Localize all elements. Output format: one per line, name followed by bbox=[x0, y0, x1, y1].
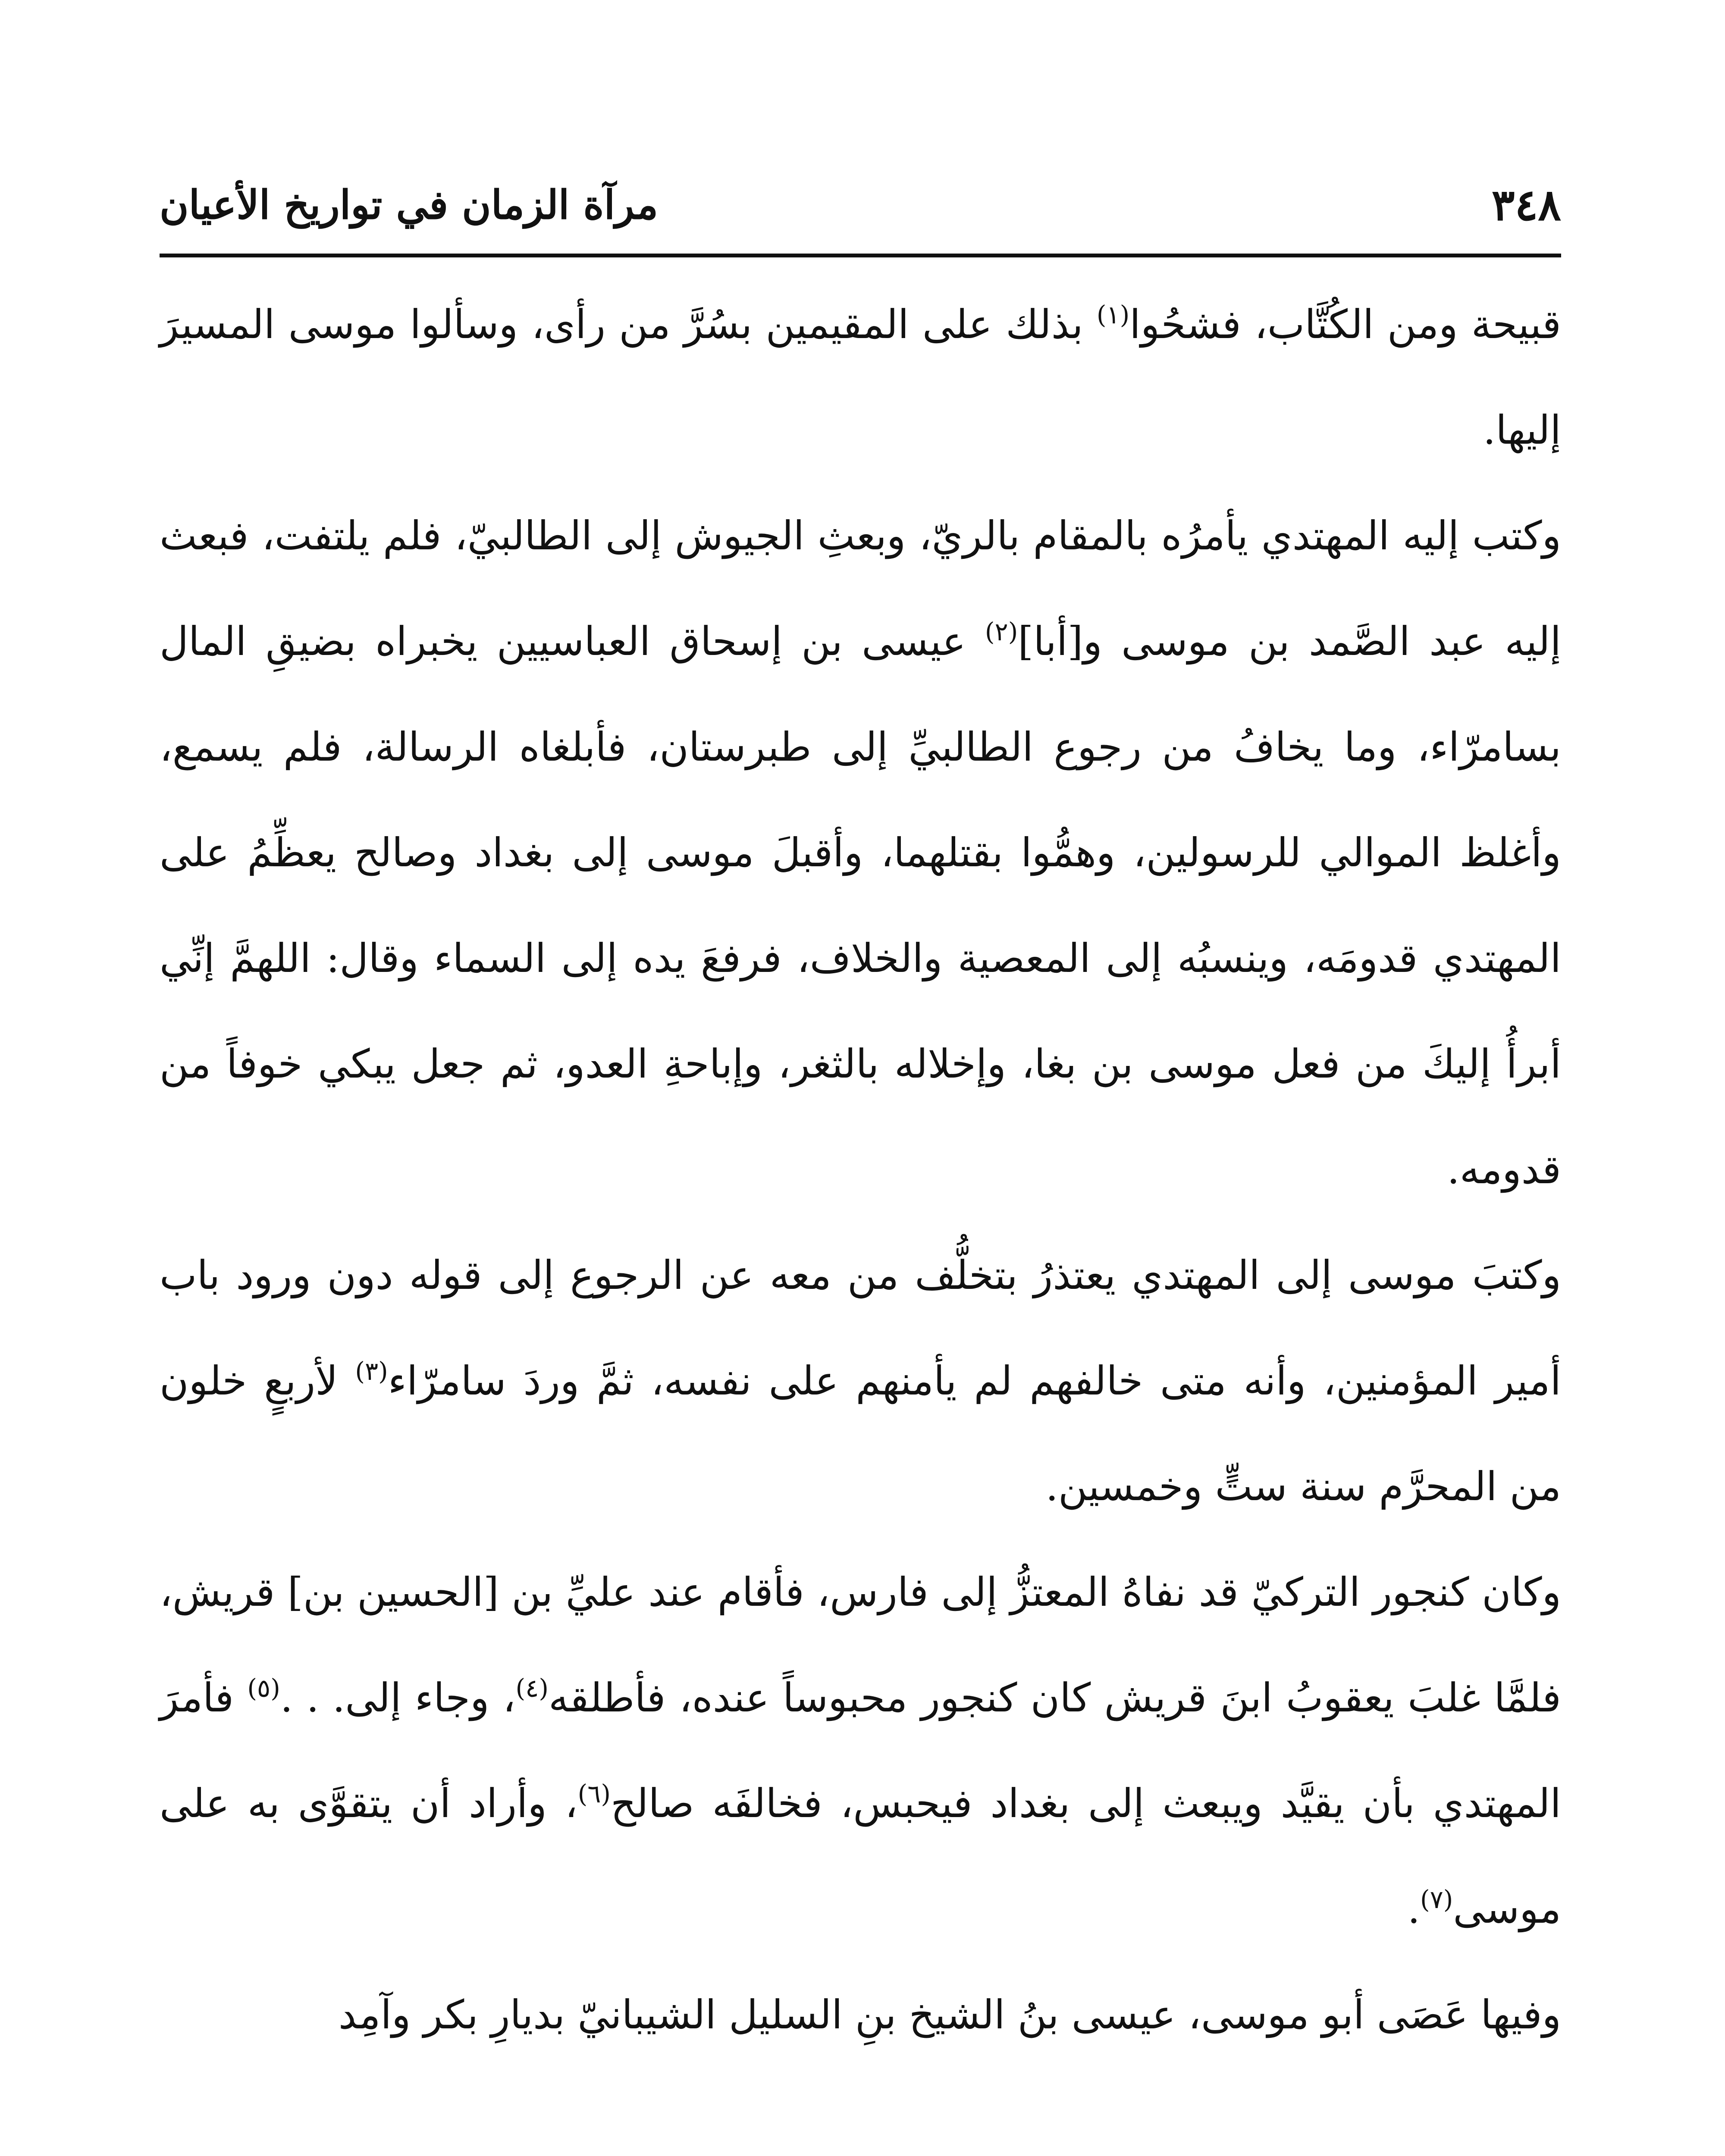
footnote-ref-1: (١) bbox=[1096, 300, 1130, 329]
paragraph-4 bbox=[160, 1539, 1561, 1962]
text-run: وكان كنجور التركيّ قد نفاهُ المعتزُّ إلى فارس، فأقام عند عليِّ بن [الحسين بن] قريش، فلمَّا غلبَ يعقوبُ ابنَ قريش كان كنجور محبوساً عنده، فأطلقه bbox=[160, 1569, 1561, 1721]
paragraph-5 bbox=[160, 1962, 1561, 2068]
text-run: ، وجاء إلى. . . bbox=[280, 1675, 516, 1721]
text-run: عيسى بن إسحاق العباسيين يخبراه بضيقِ المال بسامرّاء، وما يخافُ من رجوع الطالبيِّ إلى طبرستان، فأبلغاه الرسالة، فلم يسمع، وأغلظ الموالي للرسولين، وهمُّوا بقتلهما، وأقبلَ موسى إلى بغداد وصالح يعظِّمُ على المهتدي قدومَه، وينسبُه إلى المعصية والخلاف، فرفعَ يده إلى السماء وقال: اللهمَّ إنِّي أبرأُ إليكَ من فعل موسى بن بغا، وإخلاله بالثغر، وإباحةِ العدو، ثم جعل يبكي خوفاً من قدومه. bbox=[160, 618, 1561, 1193]
text-run: لأربعٍ خلون من المحرَّم سنة ستٍّ وخمسين. bbox=[160, 1358, 1561, 1510]
footnote-ref-6: (٦) bbox=[577, 1779, 611, 1808]
text-run: قبيحة ومن الكُتَّاب، فشحُوا bbox=[1129, 301, 1561, 348]
footnote-ref-2: (٢) bbox=[985, 617, 1018, 646]
text-run: فأمرَ المهتدي بأن يقيَّد ويبعث إلى بغداد فيحبس، فخالفَه صالح bbox=[160, 1675, 1561, 1827]
text-run: ، وأراد أن يتقوَّى به على موسى bbox=[160, 1780, 1561, 1932]
text-run: بذلك على المقيمين بسُرَّ من رأى، وسألوا موسى المسيرَ إليها. bbox=[160, 301, 1561, 453]
running-title: مرآة الزمان في تواريخ الأعيان bbox=[160, 182, 659, 228]
page-number: ٣٤٨ bbox=[1491, 179, 1561, 230]
page-header bbox=[160, 172, 1561, 250]
footnote-ref-5: (٥) bbox=[247, 1673, 280, 1703]
paragraph-2 bbox=[160, 483, 1561, 1222]
footnote-ref-3: (٣) bbox=[355, 1357, 388, 1386]
paragraph-3 bbox=[160, 1222, 1561, 1539]
text-run: وفيها عَصَى أبو موسى، عيسى بنُ الشيخ بنِ السليل الشيبانيّ بديارِ بكر وآمِد bbox=[338, 1992, 1561, 2038]
footnote-ref-7: (٧) bbox=[1420, 1885, 1453, 1914]
header-rule bbox=[160, 254, 1561, 257]
main-text bbox=[160, 272, 1561, 2068]
text-run: وكتبَ موسى إلى المهتدي يعتذرُ بتخلُّف من معه عن الرجوع إلى قوله دون ورود باب أمير المؤمنين، وأنه متى خالفهم لم يأمنهم على نفسه، ثمَّ وردَ سامرّاء bbox=[160, 1252, 1562, 1404]
footnote-ref-4: (٤) bbox=[515, 1673, 549, 1703]
text-run: وكتب إليه المهتدي يأمرُه بالمقام بالريّ، وبعثِ الجيوش إلى الطالبيّ، فلم يلتفت، فبعث إليه عبد الصَّمد بن موسى و[أبا] bbox=[160, 513, 1562, 664]
text-run: . bbox=[1407, 1886, 1420, 1932]
paragraph-1 bbox=[160, 272, 1561, 483]
